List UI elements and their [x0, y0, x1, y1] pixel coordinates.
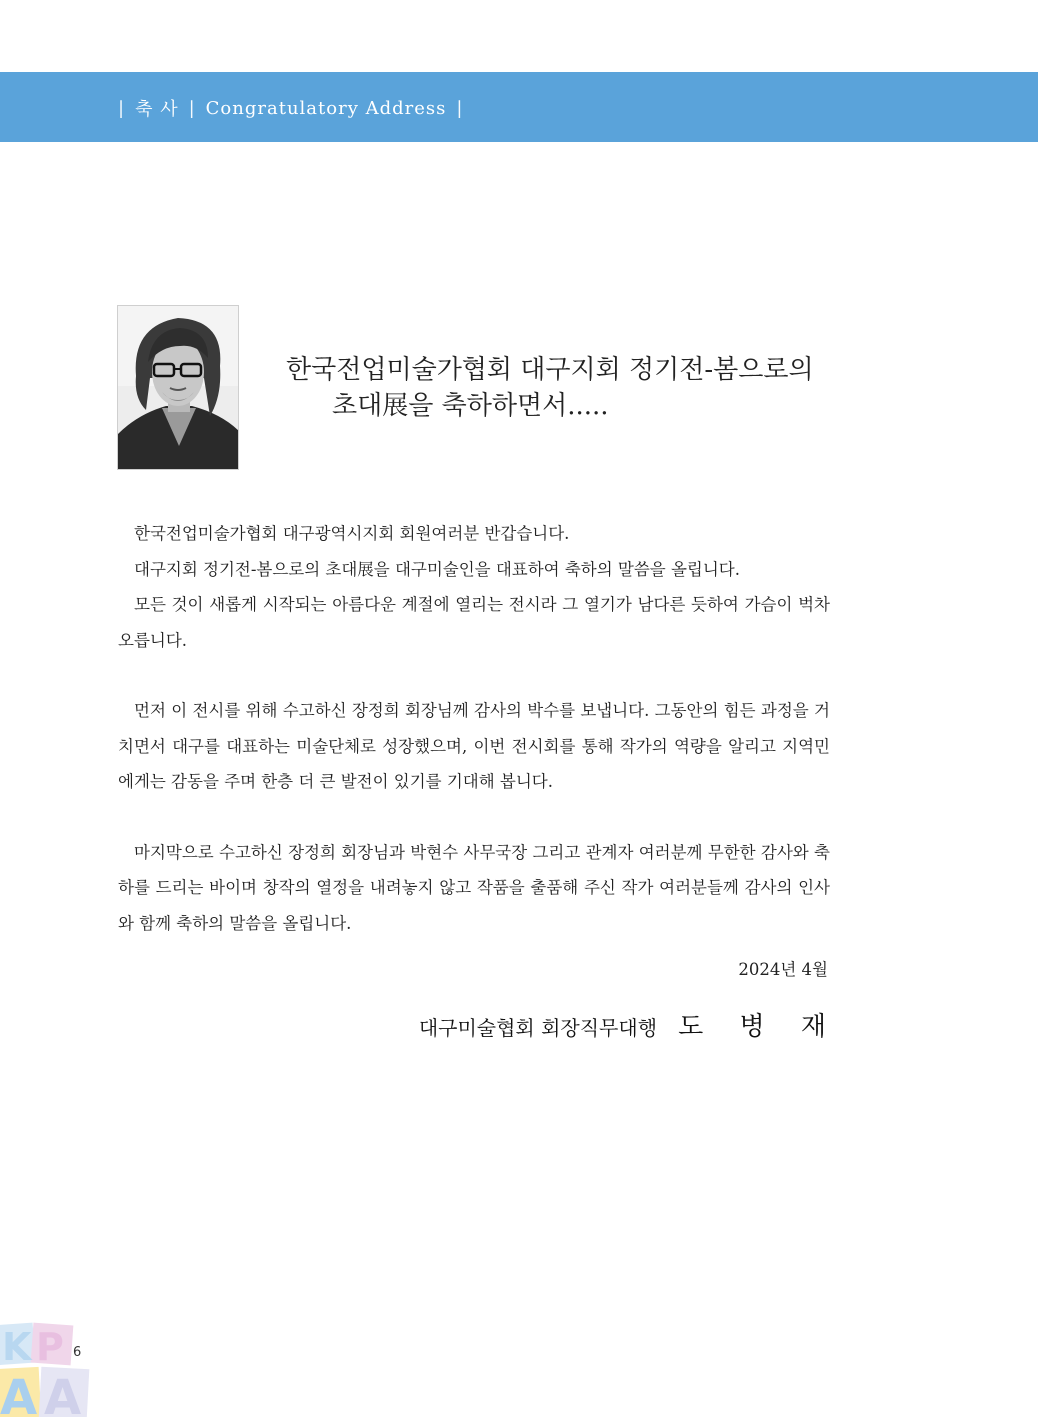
section-title-ko: 축 사 — [135, 99, 179, 120]
divider: | — [456, 97, 464, 119]
svg-text:K: K — [2, 1325, 32, 1369]
svg-text:A: A — [0, 1370, 38, 1417]
section-header — [118, 94, 463, 122]
paragraph-1-line: 모든 것이 새롭게 시작되는 아름다운 계절에 열리는 전시라 그 열기가 남다른 듯하여 가슴이 벅차 오릅니다. — [118, 595, 830, 650]
section-title-en: Congratulatory Address — [205, 97, 447, 119]
page-number: 6 — [73, 1345, 82, 1360]
svg-text:P: P — [36, 1325, 64, 1369]
portrait-illustration — [118, 306, 239, 470]
address-title — [286, 352, 886, 424]
title-line-2: 초대展을 축하하면서..... — [332, 391, 609, 421]
title-line-1: 한국전업미술가협회 대구지회 정기전-봄으로의 — [286, 355, 814, 385]
paragraph-2: 먼저 이 전시를 위해 수고하신 장정희 회장님께 감사의 박수를 보냅니다. 그동안의 힘든 과정을 거치면서 대구를 대표하는 미술단체로 성장했으며, 이번 전시회를 통해 작가의 역량을 알리고 지역민에게는 감동을 주며 한층 더 큰 발전이 있기를 기대해 봅니다. — [118, 701, 830, 791]
paragraph-3: 마지막으로 수고하신 장정희 회장님과 박현수 사무국장 그리고 관계자 여러분께 무한한 감사와 축하를 드리는 바이며 창작의 열정을 내려놓지 않고 작품을 출품해 주신 작가 여러분들께 감사의 인사와 함께 축하의 말씀을 올립니다. — [118, 842, 830, 933]
kpaa-logo — [0, 1322, 110, 1417]
paragraph-1-line: 한국전업미술가협회 대구광역시지회 회원여러분 반갑습니다. — [134, 524, 570, 543]
divider: | — [118, 97, 126, 119]
signature — [418, 1006, 840, 1043]
signature-name: 도 병 재 — [678, 1012, 840, 1042]
address-body — [118, 516, 830, 976]
kpaa-logo-mark — [0, 1322, 110, 1417]
paragraph-1 — [118, 516, 830, 658]
divider: | — [188, 97, 196, 119]
signature-role: 대구미술협회 회장직무대행 — [418, 1016, 658, 1040]
svg-text:A: A — [44, 1370, 82, 1417]
author-portrait — [117, 305, 239, 470]
date: 2024년 4월 — [738, 960, 828, 979]
paragraph-1-line: 대구지회 정기전-봄으로의 초대展을 대구미술인을 대표하여 축하의 말씀을 올립니다. — [134, 559, 740, 579]
